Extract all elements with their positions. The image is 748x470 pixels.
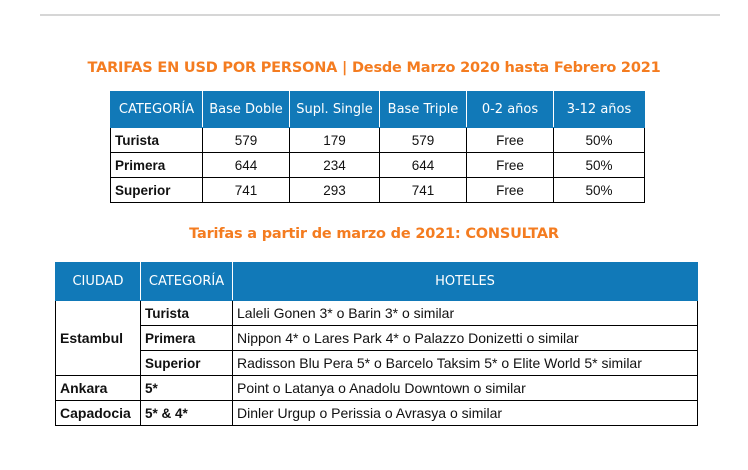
hotel-category: Superior	[141, 351, 233, 376]
rate-base-doble: 579	[203, 128, 290, 153]
rate-base-doble: 741	[203, 178, 290, 203]
table-row	[56, 301, 698, 326]
col-header-ciudad: CIUDAD	[56, 263, 141, 301]
col-header-0-2: 0-2 años	[467, 92, 554, 128]
col-header-base-triple: Base Triple	[380, 92, 467, 128]
rate-child: 50%	[554, 178, 645, 203]
hotel-list: Radisson Blu Pera 5* o Barcelo Taksim 5* o Elite World 5* similar	[233, 351, 698, 376]
rate-infant: Free	[467, 128, 554, 153]
hotel-list: Dinler Urgup o Perissia o Avrasya o similar	[233, 401, 698, 426]
top-divider	[40, 14, 720, 16]
rate-supl-single: 293	[290, 178, 380, 203]
rates-heading: TARIFAS EN USD POR PERSONA | Desde Marzo 2020 hasta Febrero 2021	[87, 60, 661, 76]
table-row	[111, 128, 645, 153]
rate-base-triple: 644	[380, 153, 467, 178]
rate-supl-single: 234	[290, 153, 380, 178]
col-header-categoria: CATEGORÍA	[141, 263, 233, 301]
rate-infant: Free	[467, 178, 554, 203]
rate-category: Turista	[111, 128, 203, 153]
rates-table	[110, 91, 645, 203]
col-header-3-12: 3-12 años	[554, 92, 645, 128]
hotel-list: Point o Latanya o Anadolu Downtown o similar	[233, 376, 698, 401]
table-row	[56, 351, 698, 376]
hotel-list: Nippon 4* o Lares Park 4* o Palazzo Donizetti o similar	[233, 326, 698, 351]
table-row	[56, 326, 698, 351]
hotels-header-row	[56, 263, 698, 301]
rate-supl-single: 179	[290, 128, 380, 153]
rates-header-row	[111, 92, 645, 128]
city-estambul: Estambul	[56, 301, 141, 376]
col-header-hoteles: HOTELES	[233, 263, 698, 301]
rate-base-triple: 579	[380, 128, 467, 153]
col-header-categoria: CATEGORÍA	[111, 92, 203, 128]
hotel-category: Primera	[141, 326, 233, 351]
col-header-supl-single: Supl. Single	[290, 92, 380, 128]
table-row	[56, 401, 698, 426]
hotel-category: 5* & 4*	[141, 401, 233, 426]
table-row	[111, 178, 645, 203]
hotel-category: Turista	[141, 301, 233, 326]
hotels-table	[55, 262, 698, 426]
hotel-list: Laleli Gonen 3* o Barin 3* o similar	[233, 301, 698, 326]
rate-category: Primera	[111, 153, 203, 178]
table-row	[111, 153, 645, 178]
city-capadocia: Capadocia	[56, 401, 141, 426]
rate-child: 50%	[554, 153, 645, 178]
rate-base-doble: 644	[203, 153, 290, 178]
rate-base-triple: 741	[380, 178, 467, 203]
consult-heading: Tarifas a partir de marzo de 2021: CONSULTAR	[189, 226, 559, 242]
city-ankara: Ankara	[56, 376, 141, 401]
rate-child: 50%	[554, 128, 645, 153]
col-header-base-doble: Base Doble	[203, 92, 290, 128]
hotel-category: 5*	[141, 376, 233, 401]
rate-infant: Free	[467, 153, 554, 178]
table-row	[56, 376, 698, 401]
rate-category: Superior	[111, 178, 203, 203]
